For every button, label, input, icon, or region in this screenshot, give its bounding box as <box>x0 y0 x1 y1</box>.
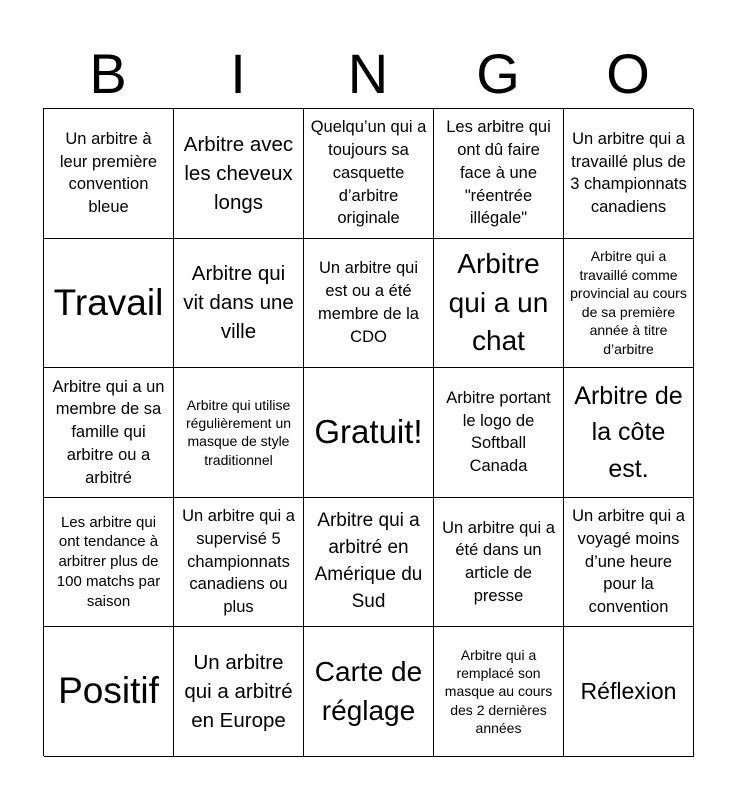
cell-text: Réflexion <box>580 678 677 705</box>
cell-text: Arbitre qui a un membre de sa famille qui arbitre ou a arbitré <box>52 377 165 487</box>
bingo-cell-r4c2[interactable] <box>174 498 304 628</box>
bingo-cell-r4c5[interactable] <box>564 498 694 628</box>
cell-text: Carte de réglage <box>314 656 423 726</box>
cell-text: Un arbitre à leur première convention bleue <box>59 129 158 217</box>
bingo-header <box>43 40 693 108</box>
header-letter-n: N <box>347 42 389 105</box>
bingo-cell-r2c5[interactable] <box>564 239 694 369</box>
cell-text: Un arbitre qui a travaillé plus de 3 championnats canadiens <box>570 129 687 217</box>
cell-text: Arbitre avec les cheveux longs <box>183 132 294 214</box>
header-letter-o: O <box>606 42 650 105</box>
cell-text: Gratuit! <box>314 413 423 451</box>
bingo-cell-r5c5[interactable] <box>564 627 694 757</box>
cell-text: Un arbitre qui a arbitré en Europe <box>184 651 293 733</box>
cell-text: Un arbitre qui a été dans un article de presse <box>442 518 555 605</box>
bingo-cell-r1c5[interactable] <box>564 109 694 239</box>
bingo-cell-r5c3[interactable] <box>304 627 434 757</box>
bingo-cell-r2c2[interactable] <box>174 239 304 369</box>
bingo-cell-r3c4[interactable] <box>434 368 564 498</box>
cell-text: Un arbitre qui est ou a été membre de la CDO <box>318 259 419 346</box>
cell-text: Un arbitre qui a supervisé 5 championnats canadiens ou plus <box>182 507 295 617</box>
cell-text: Un arbitre qui a voyagé moins d’une heure pour la convention <box>572 507 685 617</box>
bingo-cell-r4c3[interactable] <box>304 498 434 628</box>
cell-text: Arbitre qui a remplacé son masque au cours des 2 dernières années <box>444 646 553 737</box>
cell-text: Arbitre qui utilise régulièrement un masque de style traditionnel <box>185 396 292 468</box>
cell-text: Travail <box>53 281 164 323</box>
cell-text: Arbitre qui a arbitré en Amérique du Sud <box>314 510 423 613</box>
bingo-cell-r5c4[interactable] <box>434 627 564 757</box>
bingo-cell-r1c2[interactable] <box>174 109 304 239</box>
bingo-cell-r2c3[interactable] <box>304 239 434 369</box>
bingo-cell-r3c2[interactable] <box>174 368 304 498</box>
bingo-cell-r2c1[interactable] <box>44 239 174 369</box>
cell-text: Arbitre portant le logo de Softball Canada <box>446 388 551 476</box>
bingo-cell-r3c1[interactable] <box>44 368 174 498</box>
cell-text: Quelqu’un qui a toujours sa casquette d’arbitre originale <box>310 118 427 228</box>
cell-text: Arbitre de la côte est. <box>574 382 683 483</box>
bingo-cell-r2c4[interactable] <box>434 239 564 369</box>
cell-text: Positif <box>58 670 159 712</box>
bingo-cell-r4c4[interactable] <box>434 498 564 628</box>
cell-text: Arbitre qui a travaillé comme provincial au cours de sa première année à titre d’arbitre <box>570 248 687 357</box>
bingo-board <box>43 108 693 756</box>
cell-text: Les arbitre qui ont tendance à arbitrer plus de 100 matchs par saison <box>56 513 161 610</box>
bingo-cell-r3c3[interactable] <box>304 368 434 498</box>
header-letter-i: I <box>230 42 246 105</box>
header-letter-b: B <box>89 42 127 105</box>
bingo-cell-r4c1[interactable] <box>44 498 174 628</box>
bingo-cell-r1c3[interactable] <box>304 109 434 239</box>
bingo-cell-r1c4[interactable] <box>434 109 564 239</box>
header-letter-g: G <box>476 42 520 105</box>
bingo-cell-r5c2[interactable] <box>174 627 304 757</box>
bingo-cell-r3c5[interactable] <box>564 368 694 498</box>
cell-text: Arbitre qui vit dans une ville <box>183 262 294 344</box>
bingo-cell-r1c1[interactable] <box>44 109 174 239</box>
cell-text: Arbitre qui a un chat <box>448 247 549 357</box>
cell-text: Les arbitre qui ont dû faire face à une "réentrée illégale" <box>446 118 551 228</box>
bingo-cell-r5c1[interactable] <box>44 627 174 757</box>
